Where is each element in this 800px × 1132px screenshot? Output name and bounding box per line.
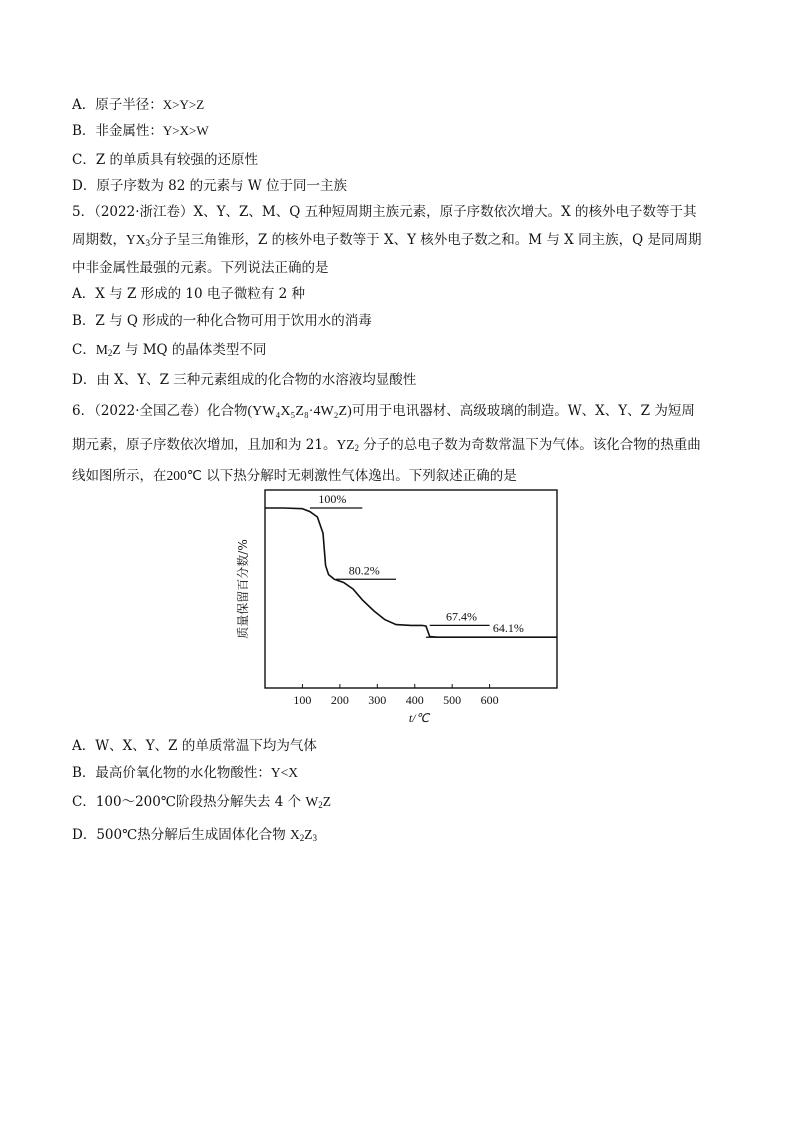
q6-option-c: C．100～200℃阶段热分解失去 4 个 $W_2Z$ [72,794,331,810]
q6-option-b: B．最高价氧化物的水化物酸性：Y<X [72,765,299,781]
annotation-label: 100% [318,492,347,506]
q6-stem-line2: 期元素，原子序数依次增加，且加和为 21。$YZ_2$ 分子的总电子数为奇数常温下为气体。该化合物的热重曲 [72,437,701,453]
q4-option-b: B．非金属性：Y>X>W [72,123,209,139]
q4-option-c: C．Z 的单质具有较强的还原性 [72,152,259,168]
plot-frame [265,490,557,688]
tg-curve [265,508,557,637]
q5-stem-line3: 中非金属性最强的元素。下列说法正确的是 [72,260,329,276]
q5-option-c: C．$M_2Z$ 与 MQ 的晶体类型不同 [72,342,267,358]
formula: X>Y>Z [162,97,205,112]
x-tick-label: 200 [330,693,349,707]
q4-option-d: D．原子序数为 82 的元素与 W 位于同一主族 [72,178,348,194]
x-tick-label: 600 [480,693,499,707]
formula: $YX_3$ [126,232,150,248]
formula: $YZ_2$ [336,437,359,453]
q6-stem-line3: 线如图所示，在200℃ 以下热分解时无刺激性气体逸出。下列叙述正确的是 [72,468,517,484]
q5-stem-line1: 5．（2022·浙江卷）X、Y、Z、M、Q 五种短周期主族元素，原子序数依次增大。X 的核外电子数等于其 [72,204,697,220]
thermogravimetric-chart [230,488,570,728]
q5-option-b: B．Z 与 Q 形成的一种化合物可用于饮用水的消毒 [72,313,372,329]
q6-option-a: A．W、X、Y、Z 的单质常温下均为气体 [72,738,317,754]
q5-stem-line2: 周期数，$YX_3$分子呈三角锥形，Z 的核外电子数等于 X、Y 核外电子数之和。M 与 X 同主族，Q 是同周期 [72,232,702,248]
y-axis-label: 质量保留百分数/% [236,539,250,639]
chart-svg [230,488,570,728]
formula: $W_2Z$ [305,794,331,810]
formula: Y<X [270,765,299,780]
formula: Y>X>W [162,123,209,138]
x-tick-label: 400 [405,693,424,707]
formula: $X_2Z_3$ [289,827,317,843]
q6-stem-line1: 6．（2022·全国乙卷）化合物(YW₄X₅Z₈·4W₂Z)可用于电讯器材、高级玻璃的制造。W、X、Y、Z 为短周 [72,403,695,419]
formula: $M_2Z$ [95,342,121,358]
q5-option-d: D．由 X、Y、Z 三种元素组成的化合物的水溶液均显酸性 [72,372,417,388]
formula: (YW₄X₅Z₈·4W₂Z) [247,404,352,419]
annotation-label: 64.1% [492,621,524,636]
annotation-label: 67.4% [446,609,478,624]
q4-option-a: A．原子半径：X>Y>Z [72,97,205,113]
q5-option-a: A．X 与 Z 形成的 10 电子微粒有 2 种 [72,286,306,302]
x-tick-label: 100 [293,693,312,707]
annotation-label: 80.2% [348,563,380,578]
q6-option-d: D．500℃热分解后生成固体化合物 $X_2Z_3$ [72,827,317,843]
x-tick-label: 300 [368,693,387,707]
x-tick-label: 500 [443,693,462,707]
x-axis-label: t/℃ [408,711,430,725]
